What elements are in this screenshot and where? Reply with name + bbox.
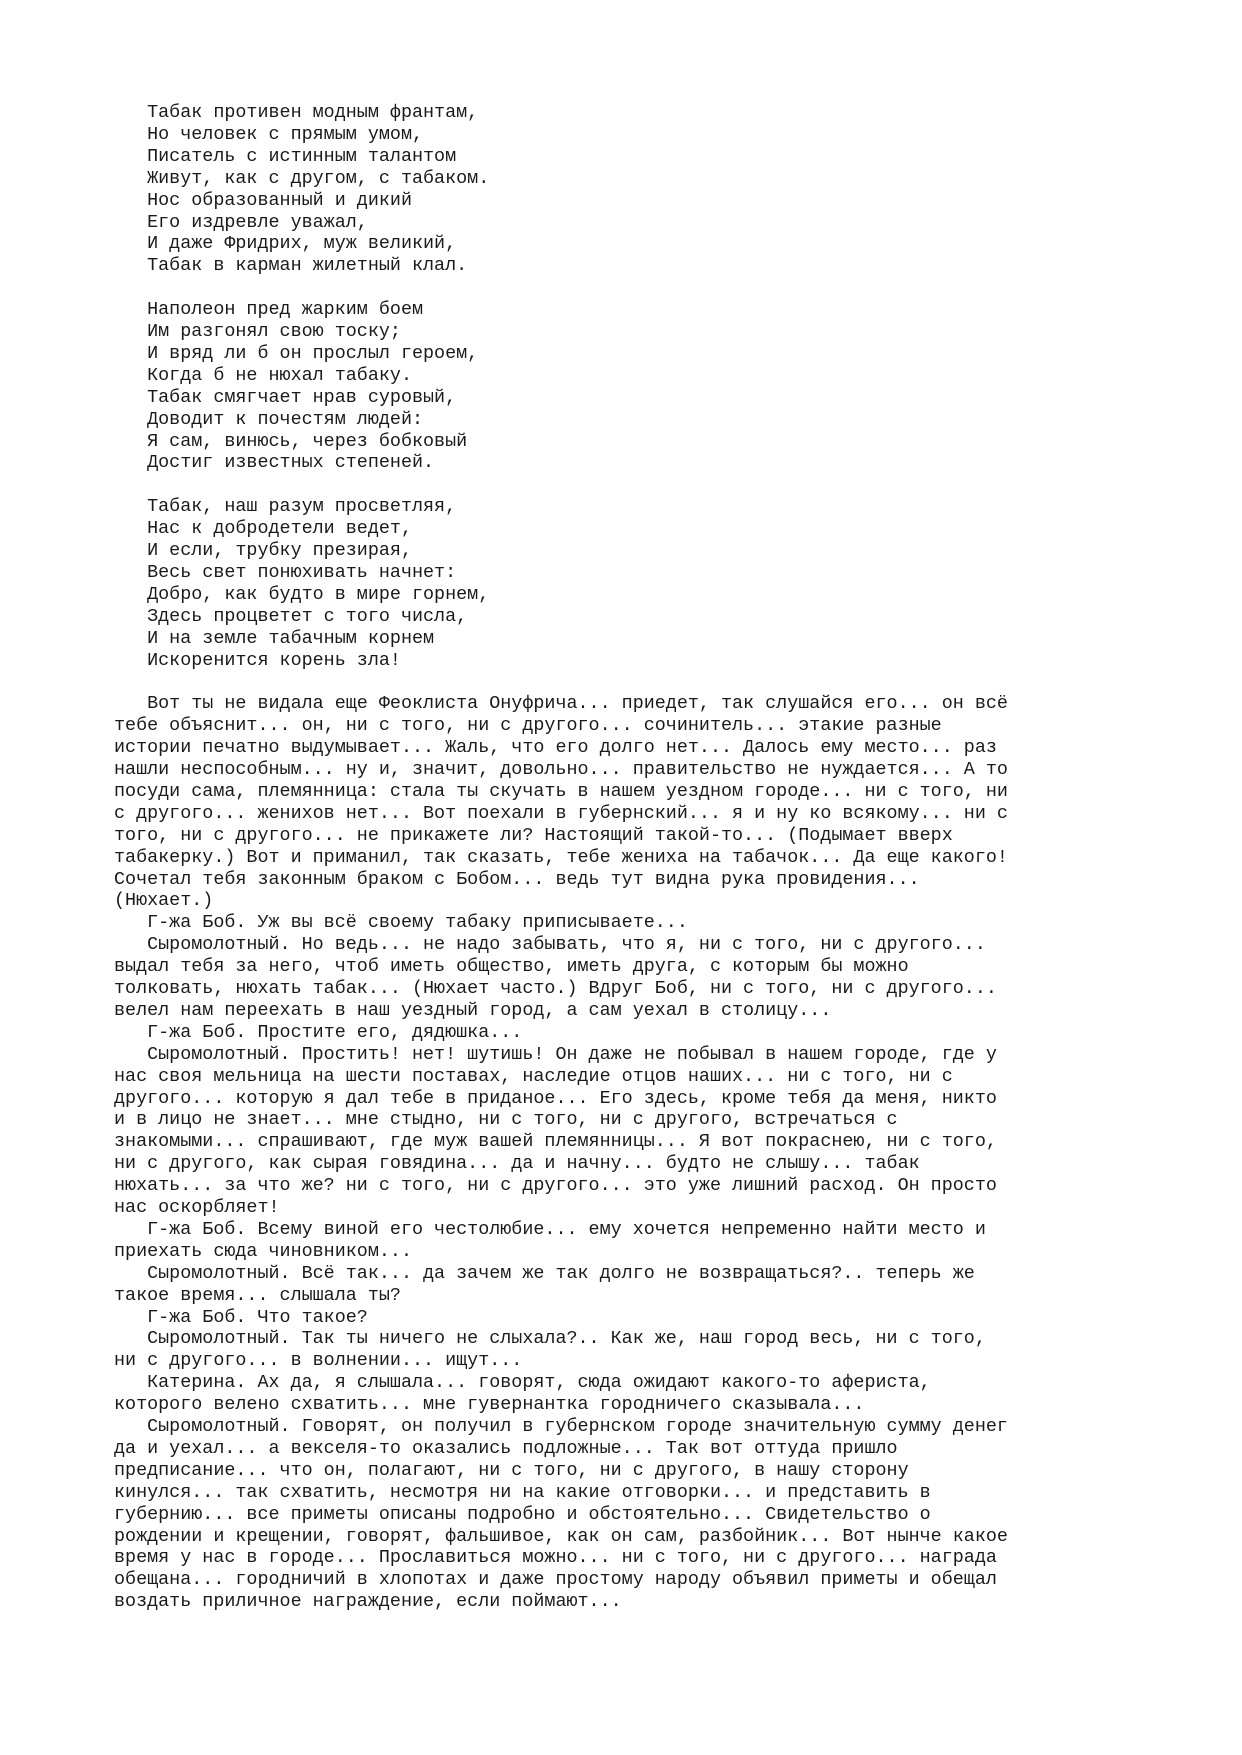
text-line: и в лицо не знает... мне стыдно, ни с того, ни с другого, встречаться с (114, 1109, 898, 1131)
text-line: Достиг известных степеней. (114, 452, 435, 474)
text-line: Сыромолотный. Но ведь... не надо забывать, что я, ни с того, ни с другого... (114, 934, 986, 956)
text-line: Сыромолотный. Говорят, он получил в губернском городе значительную сумму денег (114, 1416, 1008, 1437)
text-line: другого... которую я дал тебе в приданое... Его здесь, кроме тебя да меня, никто (114, 1087, 997, 1109)
text-line: Но человек с прямым умом, (114, 123, 424, 145)
text-line: табакерку.) Вот и приманил, так сказать, тебе жениха на табачок... Да еще какого! (114, 846, 1008, 868)
text-line: время у нас в городе... Прославиться можно... ни с того, ни с другого... награда (114, 1547, 997, 1569)
text-line: Сыромолотный. Всё так... да зачем же так долго не возвращаться?.. теперь же (114, 1262, 975, 1284)
text-line: Добро, как будто в мире горнем, (114, 583, 490, 605)
text-line: ни с другого, как сырая говядина... да и начну... будто не слышу... табак (114, 1153, 920, 1175)
text-line: И если, трубку презирая, (114, 540, 412, 561)
text-line: такое время... слышала ты? (114, 1284, 401, 1306)
text-line: нас оскорбляет! (114, 1197, 280, 1218)
text-line: Табак, наш разум просветляя, (114, 496, 457, 518)
text-line: Вот ты не видала еще Феоклиста Онуфрича... приедет, так слушайся его... он всё (114, 693, 1008, 715)
text-line: Наполеон пред жарким боем (114, 299, 424, 321)
text-line: Г-жа Боб. Уж вы всё своему табаку приписываете... (114, 912, 688, 934)
text-line: И на земле табачным корнем (114, 627, 435, 649)
text-line: того, ни с другого... не прикажете ли? Настоящий такой-то... (Подымает вверх (114, 824, 953, 846)
text-line: да и уехал... а векселя-то оказались подложные... Так вот оттуда пришло (114, 1437, 898, 1459)
text-line: истории печатно выдумывает... Жаль, что его долго нет... Далось ему место... раз (114, 737, 997, 759)
text-line: с другого... женихов нет... Вот поехали в губернский... я и ну ко всякому... ни с (114, 802, 1008, 824)
text-line: Сочетал тебя законным браком с Бобом... ведь тут видна рука провидения... (114, 868, 920, 890)
text-line: Табак в карман жилетный клал. (114, 255, 468, 277)
text-line: обещана... городничий в хлопотах и даже простому народу объявил приметы и обещал (114, 1569, 997, 1591)
text-line: нас своя мельница на шести поставах, наследие отцов наших... ни с того, ни с (114, 1065, 953, 1087)
text-line: посуди сама, племянница: стала ты скучать в нашем уездном городе... ни с того, ни (114, 780, 1008, 802)
text-line: Нас к добродетели ведет, (114, 518, 412, 540)
text-line: Г-жа Боб. Всему виной его честолюбие... ему хочется непременно найти место и (114, 1218, 986, 1240)
text-line: Доводит к почестям людей: (114, 408, 424, 430)
text-line: нюхать... за что же? ни с того, ни с другого... это уже лишний расход. Он просто (114, 1175, 997, 1197)
text-line: Нос образованный и дикий (114, 189, 412, 211)
text-line: Я сам, винюсь, через бобковый (114, 430, 468, 452)
text-line: нашли неспособным... ну и, значит, довольно... правительство не нуждается... А то (114, 759, 1008, 780)
text-line: знакомыми... спрашивают, где муж вашей племянницы... Я вот покраснею, ни с того, (114, 1131, 997, 1153)
text-line: Табак смягчает нрав суровый, (114, 386, 457, 408)
text-line: Его издревле уважал, (114, 211, 368, 233)
text-line: тебе объяснит... он, ни с того, ни с другого... сочинитель... этакие разные (114, 715, 942, 737)
text-line: Писатель с истинным талантом (114, 145, 457, 167)
text-line: Г-жа Боб. Простите его, дядюшка... (114, 1021, 523, 1043)
text-line: приехать сюда чиновником... (114, 1240, 412, 1262)
text-line: Табак противен модным франтам, (114, 102, 479, 123)
text-line: ни с другого... в волнении... ищут... (114, 1350, 523, 1372)
text-line: И вряд ли б он прослыл героем, (114, 342, 479, 364)
text-line: Живут, как с другом, с табаком. (114, 167, 490, 189)
text-line: выдал тебя за него, чтоб иметь общество, иметь друга, с которым бы можно (114, 956, 909, 978)
text-line: (Нюхает.) (114, 890, 214, 912)
text-line: губернию... все приметы описаны подробно и обстоятельно... Свидетельство о (114, 1503, 931, 1525)
text-line: Здесь процветет с того числа, (114, 605, 468, 627)
text-line: толковать, нюхать табак... (Нюхает часто.) Вдруг Боб, ни с того, ни с другого... (114, 978, 997, 999)
text-line: Им разгонял свою тоску; (114, 321, 401, 342)
text-line: кинулся... так схватить, несмотря ни на какие отговорки... и представить в (114, 1481, 931, 1503)
text-line: которого велено схватить... мне гувернантка городничего сказывала... (114, 1394, 865, 1416)
text-line: И даже Фридрих, муж великий, (114, 233, 457, 255)
text-line: велел нам переехать в наш уездный город, а сам уехал в столицу... (114, 999, 832, 1021)
text-line: воздать приличное награждение, если поймают... (114, 1591, 622, 1613)
text-line: Когда б не нюхал табаку. (114, 364, 412, 386)
text-line: Катерина. Ах да, я слышала... говорят, сюда ожидают какого-то афериста, (114, 1372, 931, 1394)
text-line: Весь свет понюхивать начнет: (114, 561, 457, 583)
text-line: Г-жа Боб. Что такое? (114, 1306, 368, 1328)
text-line: Сыромолотный. Простить! нет! шутишь! Он даже не побывал в нашем городе, где у (114, 1043, 997, 1065)
text-line: рождении и крещении, говорят, фальшивое, как он сам, разбойник... Вот нынче какое (114, 1525, 1008, 1547)
text-line: Сыромолотный. Так ты ничего не слыхала?.. Как же, наш город весь, ни с того, (114, 1328, 986, 1350)
text-line: предписание... что он, полагают, ни с того, ни с другого, в нашу сторону (114, 1459, 909, 1481)
text-line: Искоренится корень зла! (114, 649, 401, 671)
